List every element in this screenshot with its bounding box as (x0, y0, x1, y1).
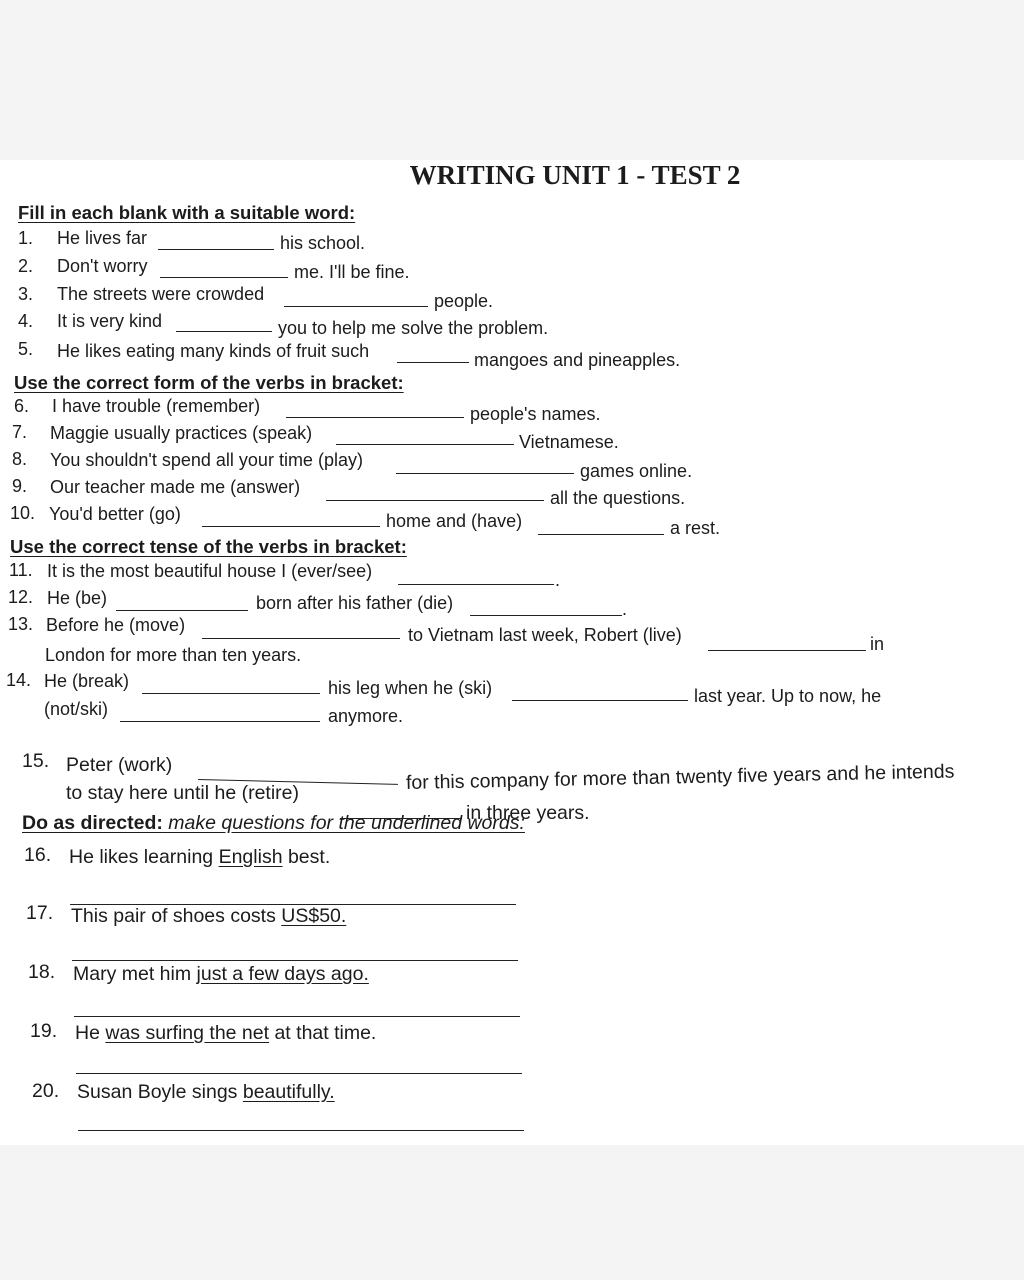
answer-line[interactable] (72, 960, 518, 961)
question-text: He (break) (44, 671, 130, 691)
question-text: He likes learning English best. (69, 846, 331, 868)
question-text: . (555, 570, 561, 590)
underlined-words: was surfing the net (105, 1022, 270, 1044)
question-text: for this company for more than twenty five years and he intends (405, 760, 955, 794)
question-number: 2. (18, 256, 34, 276)
answer-blank[interactable] (284, 306, 428, 307)
question-text: Mary met him just a few days ago. (73, 963, 369, 985)
question-text: all the questions. (550, 488, 686, 508)
answer-line[interactable] (78, 1130, 524, 1131)
answer-blank[interactable] (202, 526, 380, 527)
question-text: He was surfing the net at that time. (75, 1022, 377, 1044)
question-number: 17. (26, 902, 54, 924)
question-text: You shouldn't spend all your time (play) (50, 450, 363, 470)
question-text: in (870, 634, 885, 654)
answer-blank[interactable] (202, 638, 400, 639)
question-number: 1. (18, 228, 34, 248)
question-number: 8. (12, 449, 28, 469)
question-number: 9. (12, 476, 28, 496)
answer-blank[interactable] (538, 534, 664, 535)
underlined-words: just a few days ago. (196, 963, 369, 985)
question-number: 4. (18, 311, 34, 331)
question-text: his school. (280, 233, 366, 253)
answer-blank[interactable] (142, 693, 320, 694)
question-number: 7. (12, 422, 28, 442)
answer-blank[interactable] (397, 362, 469, 363)
question-number: 5. (18, 339, 34, 359)
answer-blank[interactable] (336, 444, 514, 445)
question-text: Susan Boyle sings beautifully. (77, 1081, 335, 1103)
question-text: his leg when he (ski) (328, 678, 493, 698)
question-text: Maggie usually practices (speak) (50, 423, 313, 443)
question-number: 3. (18, 284, 34, 304)
answer-blank[interactable] (160, 277, 288, 278)
question-number: 12. (8, 587, 34, 607)
question-text: This pair of shoes costs US$50. (71, 905, 347, 927)
question-text: last year. Up to now, he (694, 686, 882, 706)
question-text: to Vietnam last week, Robert (live) (408, 625, 682, 645)
question-text: home and (have) (386, 511, 523, 531)
question-number: 11. (9, 560, 33, 580)
question-text: born after his father (die) (256, 593, 454, 613)
question-text: Peter (work) (66, 754, 173, 776)
question-number: 14. (6, 670, 32, 690)
question-text: Vietnamese. (519, 432, 619, 452)
answer-line[interactable] (74, 1016, 520, 1017)
question-text: He likes eating many kinds of fruit such (57, 341, 370, 361)
question-number: 18. (28, 961, 56, 983)
question-text: people's names. (470, 404, 601, 424)
section-heading-verb-tense: Use the correct tense of the verbs in bracket: (10, 536, 407, 557)
question-text: It is very kind (57, 311, 163, 331)
question-text: mangoes and pineapples. (474, 350, 681, 370)
answer-blank[interactable] (512, 700, 688, 701)
background-top (0, 0, 1024, 160)
underlined-words: English (218, 846, 283, 868)
question-number: 16. (24, 844, 52, 866)
answer-blank[interactable] (398, 584, 554, 585)
answer-line[interactable] (76, 1073, 522, 1074)
answer-blank[interactable] (326, 500, 544, 501)
question-text: games online. (580, 461, 693, 481)
question-text: people. (434, 291, 494, 311)
question-number: 20. (32, 1080, 60, 1102)
question-number: 19. (30, 1020, 58, 1042)
question-text: Before he (move) (46, 615, 186, 635)
question-text: to stay here until he (retire) (66, 782, 300, 804)
section-heading-do-as-directed: Do as directed: make questions for the underlined words: (22, 812, 525, 834)
question-number: 10. (10, 503, 36, 523)
answer-blank[interactable] (120, 721, 320, 722)
question-text: anymore. (328, 706, 404, 726)
question-text: You'd better (go) (49, 504, 181, 524)
question-text: London for more than ten years. (45, 645, 302, 665)
section-heading-verb-form: Use the correct form of the verbs in bracket: (14, 372, 404, 393)
background-bottom (0, 1145, 1024, 1280)
question-text: a rest. (670, 518, 721, 538)
page-title: WRITING UNIT 1 - TEST 2 (409, 160, 741, 190)
question-text: (not/ski) (44, 699, 109, 719)
question-text: Don't worry (57, 256, 148, 276)
question-number: 13. (8, 614, 34, 634)
question-text: He (be) (47, 588, 108, 608)
question-text: in three years. (466, 802, 590, 824)
question-text: me. I'll be fine. (294, 262, 410, 282)
question-number: 15. (22, 750, 50, 772)
question-number: 6. (14, 396, 30, 416)
question-text: The streets were crowded (57, 284, 265, 304)
underlined-words: US$50. (281, 905, 347, 927)
answer-blank[interactable] (470, 615, 622, 616)
answer-blank[interactable] (396, 473, 574, 474)
answer-blank[interactable] (158, 249, 274, 250)
underlined-words: beautifully. (242, 1081, 335, 1103)
answer-blank[interactable] (708, 650, 866, 651)
question-text: It is the most beautiful house I (ever/see) (47, 561, 373, 581)
section-heading-fill-blank: Fill in each blank with a suitable word: (18, 202, 356, 223)
answer-blank[interactable] (116, 610, 248, 611)
answer-blank[interactable] (176, 331, 272, 332)
question-text: I have trouble (remember) (52, 396, 261, 416)
question-text: you to help me solve the problem. (278, 318, 549, 338)
question-text: He lives far (57, 228, 148, 248)
question-text: Our teacher made me (answer) (50, 477, 301, 497)
section-instruction: make questions for the underlined words: (162, 812, 525, 834)
question-text: . (622, 599, 628, 619)
answer-blank[interactable] (286, 417, 464, 418)
